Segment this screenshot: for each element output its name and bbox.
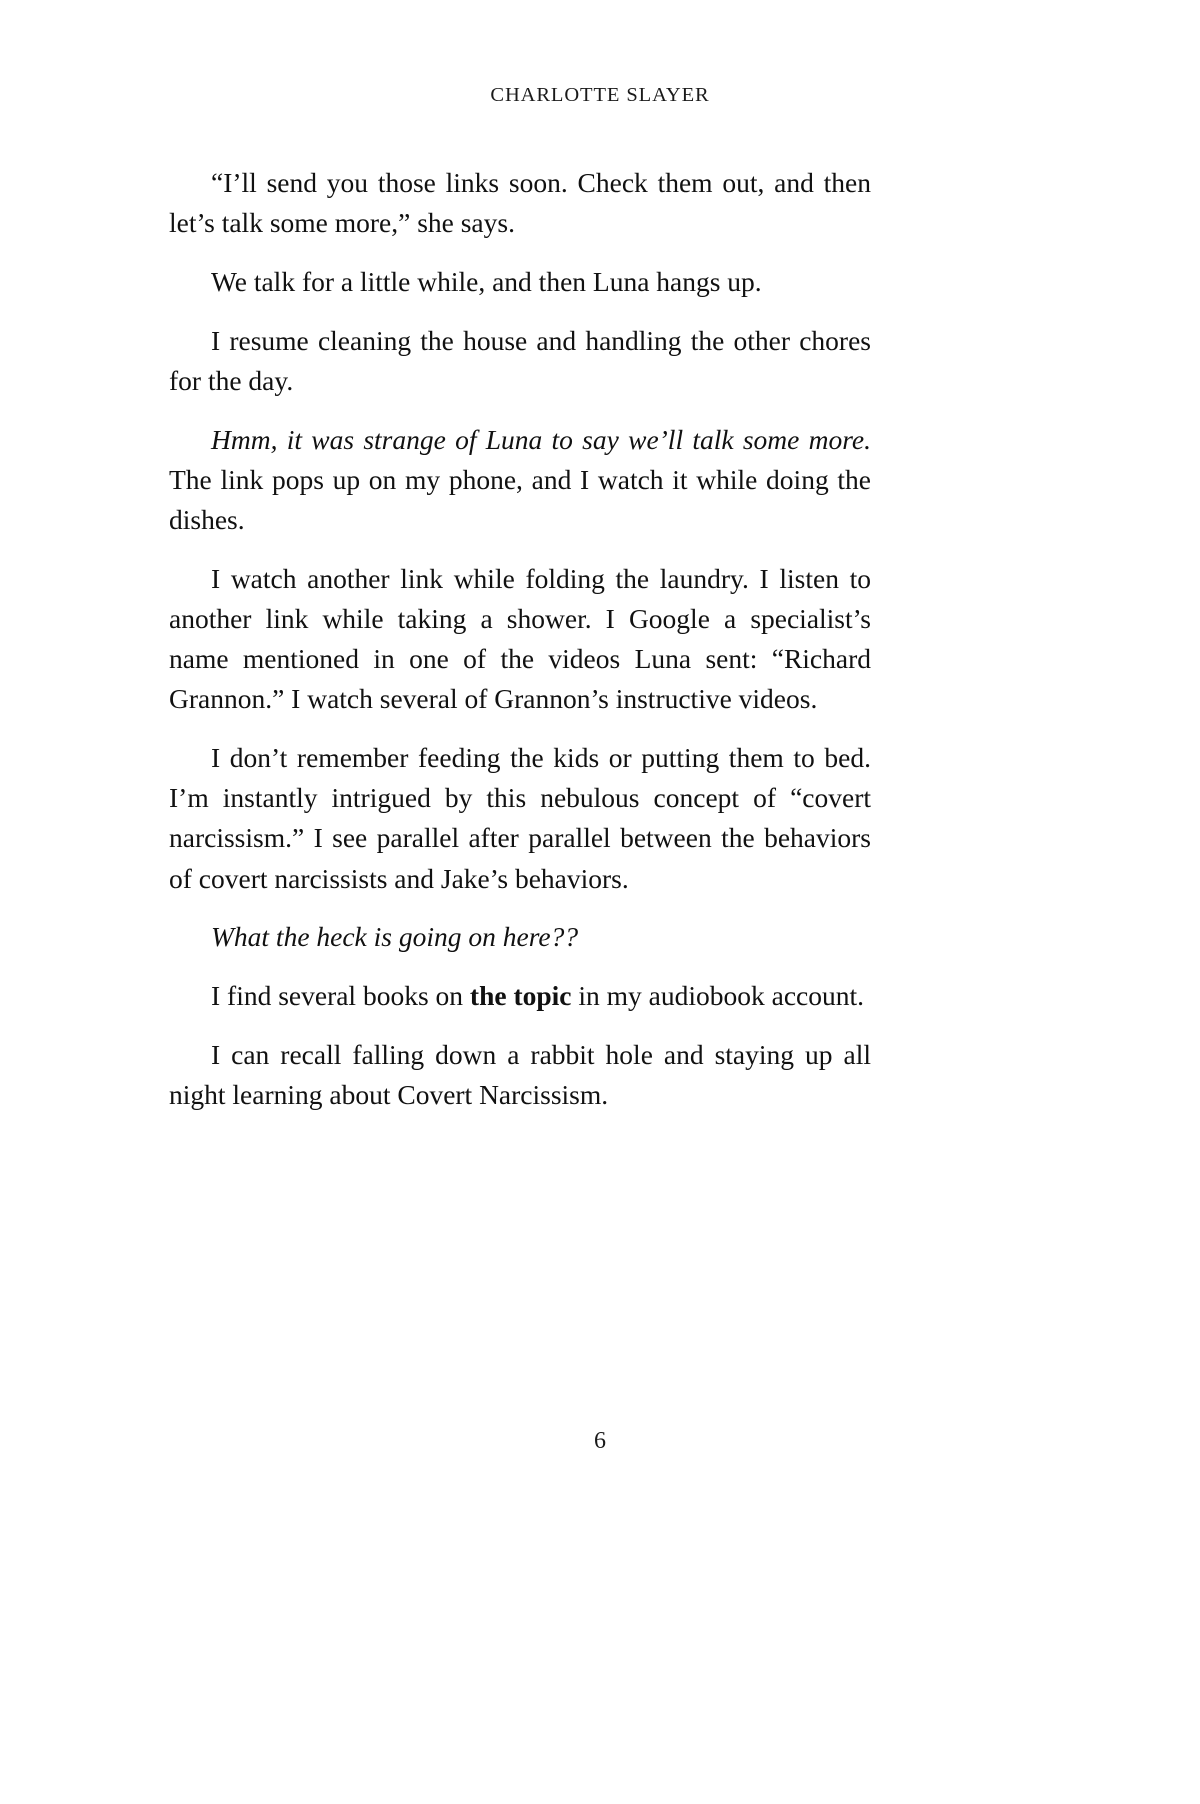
paragraph-9: I can recall falling down a rabbit hole and staying up all night learning about Covert Narcissism. <box>169 1038 871 1110</box>
paragraph-2: We talk for a little while, and then Luna hangs up. <box>211 265 762 297</box>
paragraph-5: I watch another link while folding the laundry. I listen to another link while taking a shower. I Google a specialist’s name mentioned in one of the videos Luna sent: “Richard Grannon.” I watch several of Grannon’s instructive videos. <box>169 562 871 715</box>
paragraph-8-bold-phrase: the topic <box>469 979 572 1011</box>
paragraph-8-before-bold: I find several books on <box>211 979 470 1011</box>
running-head: CHARLOTTE SLAYER <box>490 84 710 106</box>
paragraph-4 <box>169 420 871 541</box>
paragraph-8 <box>169 976 871 1016</box>
body-text-block <box>169 163 871 1115</box>
paragraph-4-italic-lead: Hmm, it was strange of Luna to say we’ll talk some more. <box>211 423 871 455</box>
paragraph-7: What the heck is going on here?? <box>211 921 579 953</box>
paragraph-8-after-bold: in my audiobook account. <box>571 979 865 1011</box>
paragraph-1: “I’ll send you those links soon. Check them out, and then let’s talk some more,” she says. <box>169 167 871 239</box>
paragraph-4-remainder: The link pops up on my phone, and I watch it while doing the dishes. <box>169 463 871 535</box>
paragraph-3: I resume cleaning the house and handling the other chores for the day. <box>169 324 871 396</box>
paragraph-6: I don’t remember feeding the kids or putting them to bed. I’m instantly intrigued by this nebulous concept of “covert narcissism.” I see parallel after parallel between the behaviors of covert narcissists and Jake’s behaviors. <box>169 741 871 894</box>
page-number: 6 <box>594 1428 606 1454</box>
